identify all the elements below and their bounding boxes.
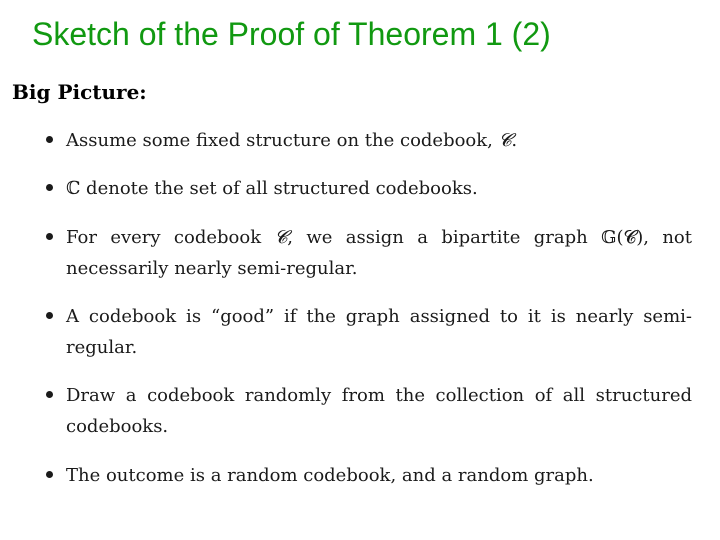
bullet-item: [32, 222, 698, 284]
bullet-item: [32, 460, 692, 491]
math-symbol: 𝓒: [498, 130, 512, 151]
bullet-dot-icon: [46, 136, 53, 143]
slide-title: Sketch of the Proof of Theorem 1 (2): [32, 16, 551, 52]
bullet-text: [66, 380, 698, 442]
bullet-dot-icon: [46, 233, 53, 240]
bullet-text: [66, 460, 692, 491]
bullet-dot-icon: [46, 471, 53, 478]
bullet-dot-icon: [46, 391, 53, 398]
bullet-item: [32, 301, 692, 363]
bullet-text-segment: Assume some fixed structure on the codebook,: [66, 130, 499, 151]
section-heading: Big Picture:: [12, 80, 147, 104]
bullet-item: [32, 380, 698, 442]
bullet-dot-icon: [46, 184, 53, 191]
bullet-text-segment: For every codebook: [66, 227, 275, 248]
bullet-item: [32, 173, 692, 204]
bullet-text-segment: A codebook is “good” if the graph assigned to it is nearly semi-regular.: [66, 306, 692, 358]
bullet-text-segment: , we assign a bipartite graph 𝔾(𝓒), not necessarily nearly semi-regular.: [66, 227, 698, 279]
math-symbol: ℂ: [66, 178, 81, 199]
math-symbol: 𝓒: [274, 227, 288, 248]
bullet-text: [66, 125, 692, 156]
bullet-text-segment: denote the set of all structured codebooks.: [80, 178, 478, 199]
bullet-text-segment: .: [511, 130, 518, 151]
bullet-text-segment: The outcome is a random codebook, and a random graph.: [66, 465, 594, 486]
bullet-text: [66, 222, 698, 284]
bullet-text-segment: Draw a codebook randomly from the collection of all structured codebooks.: [66, 385, 698, 437]
bullet-dot-icon: [46, 312, 53, 319]
bullet-item: [32, 125, 692, 156]
bullet-text: [66, 301, 692, 363]
bullet-text: [66, 173, 692, 204]
